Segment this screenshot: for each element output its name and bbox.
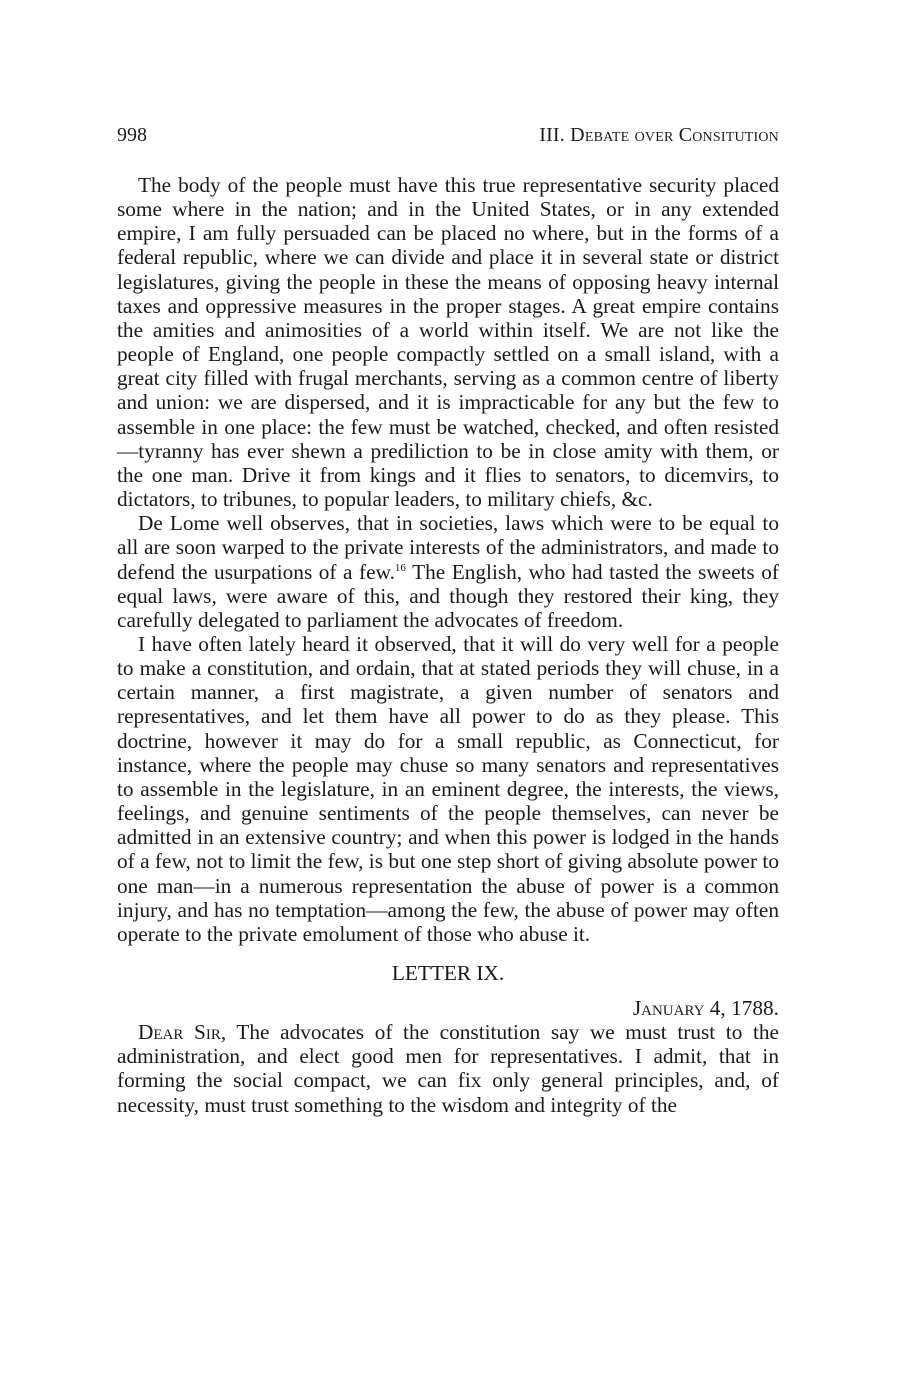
paragraph-de-lome-text-continued: The English, who had tasted the sweets of equal laws, were aware of this, and though they restored their king, they carefully delegated to parliament the advocates of freedom.	[117, 559, 780, 632]
letter-opening-paragraph	[117, 1020, 779, 1117]
body-text	[117, 173, 779, 1117]
page-number: 998	[117, 124, 147, 146]
letter-salutation: Dear Sir,	[138, 1020, 227, 1045]
letter-date: January 4, 1788.	[632, 996, 779, 1020]
running-head	[117, 122, 779, 148]
paragraph-de-lome-text: De Lome well observes, that in societies, laws which were to be equal to all are soon warped to the private interests of the administrators, and made to defend the usurpations of a few.	[117, 511, 779, 584]
book-page	[117, 0, 779, 1380]
paragraph-de-lome	[117, 511, 779, 632]
paragraph-constitution-doctrine: I have often lately heard it observed, that it will do very well for a people to make a constitution, and ordain, that at stated periods they will chuse, in a certain manner, a first magistrate, a given number of senators and representatives, and let them have all power to do as they please. This doctrine, however it may do for a small republic, as Connecticut, for instance, where the people may chuse so many senators and representatives to assemble in the legislature, in an eminent degree, the interests, the views, feelings, and genuine sentiments of the people themselves, can never be admitted in an extensive country; and when this power is lodged in the hands of a few, not to limit the few, is but one step short of giving absolute power to one man—in a numerous representation the abuse of power is a common injury, and has no temptation—among the few, the abuse of power may often operate to the private emolument of those who abuse it.	[117, 631, 779, 946]
paragraph-representative-security: The body of the people must have this true representative security placed some where in the nation; and in the United States, or in any extended empire, I am fully persuaded can be placed no where, but in the forms of a federal republic, where we can divide and place it in several state or district legislatures, giving the people in these the means of opposing heavy internal taxes and oppressive measures in the proper stages. A great empire contains the amities and animosities of a world within itself. We are not like the people of England, one people compactly settled on a small island, with a great city filled with frugal merchants, serving as a common centre of liberty and union: we are dispersed, and it is impracticable for any but the few to assemble in one place: the few must be watched, checked, and often resisted—tyranny has ever shewn a prediliction to be in close amity with them, or the one man. Drive it from kings and it flies to senators, to dicemvirs, to dictators, to tribunes, to popular leaders, to military chiefs, &c.	[117, 173, 779, 512]
letter-heading: LETTER IX.	[391, 961, 505, 985]
footnote-reference: 16	[394, 561, 406, 574]
running-title: III. Debate over Consitution	[539, 124, 779, 146]
letter-opening-text: The advocates of the constitution say we must trust to the administration, and elect good men for representatives. I admit, that in forming the social compact, we can fix only general principles, and, of necessity, must trust something to the wisdom and integrity of the	[117, 1020, 780, 1117]
